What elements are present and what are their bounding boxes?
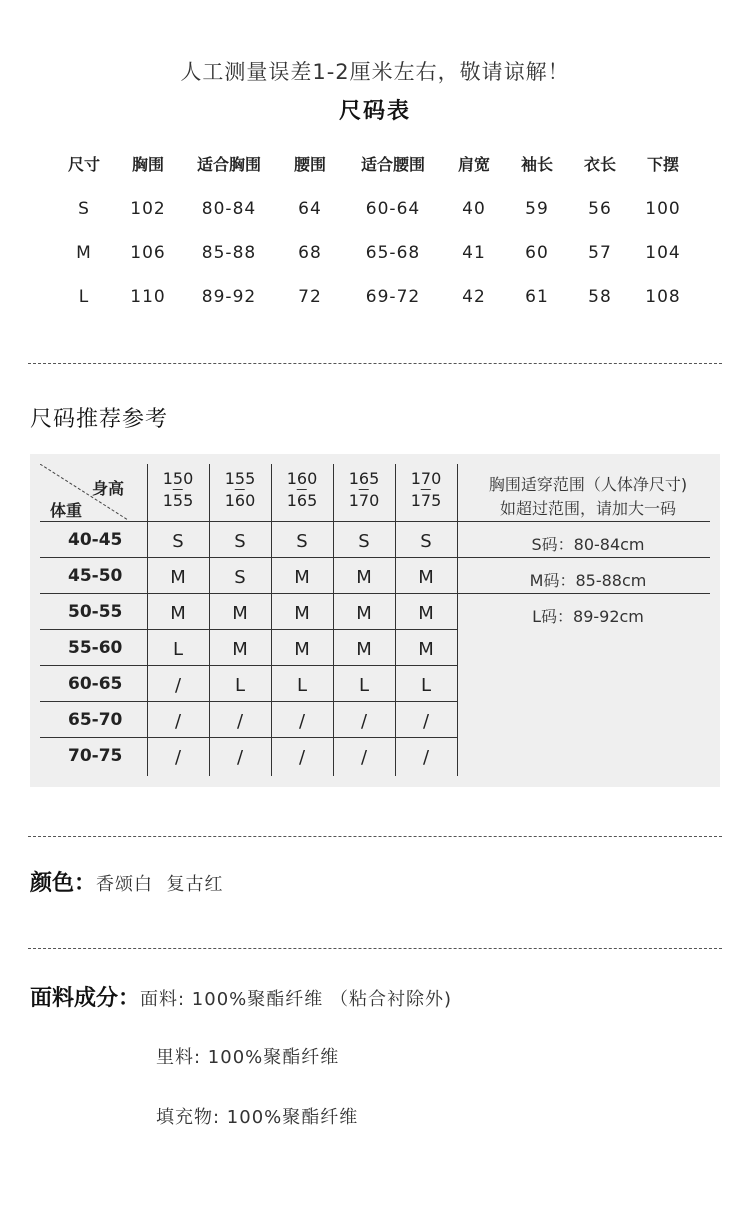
size-cell: 42 bbox=[462, 287, 486, 307]
grid-cell: L bbox=[234, 675, 246, 696]
color-row bbox=[30, 866, 223, 897]
corner-weight-label: 体重 bbox=[50, 501, 83, 520]
size-table-title: 尺码表 bbox=[338, 99, 411, 124]
grid-cell: M bbox=[356, 639, 372, 660]
grid-line bbox=[40, 593, 710, 594]
grid-cell: M bbox=[418, 639, 434, 660]
fabric-line: 填充物: 100%聚酯纤维 bbox=[156, 1107, 359, 1128]
grid-cell: S bbox=[296, 531, 308, 552]
grid-cell: L bbox=[296, 675, 308, 696]
size-cell: S bbox=[78, 199, 90, 219]
height-to: 165 bbox=[286, 491, 318, 510]
size-cell: 69-72 bbox=[365, 287, 421, 307]
size-header: 适合腰围 bbox=[360, 155, 426, 174]
grid-cell: M bbox=[356, 567, 372, 588]
grid-line bbox=[147, 464, 148, 776]
grid-line bbox=[40, 629, 457, 630]
grid-line bbox=[40, 701, 457, 702]
size-header: 胸围 bbox=[131, 155, 165, 174]
grid-cell: M bbox=[232, 639, 248, 660]
divider bbox=[28, 948, 722, 949]
grid-cell: / bbox=[360, 747, 368, 768]
grid-cell: S bbox=[172, 531, 184, 552]
grid-cell: M bbox=[294, 639, 310, 660]
height-header bbox=[163, 466, 194, 514]
divider bbox=[28, 363, 722, 364]
range-header-line2: 如超过范围，请加大一码 bbox=[499, 499, 677, 518]
range-header-line1: 胸围适穿范围（人体净尺寸) bbox=[488, 475, 688, 494]
height-to: 170 bbox=[348, 491, 380, 510]
size-cell: 57 bbox=[588, 243, 612, 263]
grid-line bbox=[395, 464, 396, 776]
weight-label: 65-70 bbox=[68, 710, 123, 730]
grid-line bbox=[457, 464, 458, 776]
grid-cell: / bbox=[236, 711, 244, 732]
size-cell: L bbox=[78, 287, 90, 307]
weight-label: 55-60 bbox=[68, 638, 123, 658]
fabric-line: 面料: 100%聚酯纤维 （粘合衬除外) bbox=[140, 989, 453, 1010]
height-header bbox=[287, 466, 318, 514]
height-to: 160 bbox=[224, 491, 256, 510]
height-from: 160 bbox=[286, 469, 318, 488]
weight-label: 70-75 bbox=[68, 746, 123, 766]
size-cell: 72 bbox=[298, 287, 322, 307]
grid-cell: / bbox=[298, 747, 306, 768]
size-header: 肩宽 bbox=[457, 155, 491, 174]
grid-cell: M bbox=[418, 603, 434, 624]
grid-cell: / bbox=[174, 711, 182, 732]
size-cell: 108 bbox=[645, 287, 681, 307]
size-header: 适合胸围 bbox=[196, 155, 262, 174]
size-cell: 59 bbox=[525, 199, 549, 219]
grid-cell: S bbox=[420, 531, 432, 552]
grid-cell: M bbox=[170, 603, 186, 624]
grid-line bbox=[40, 521, 710, 522]
size-header: 下摆 bbox=[646, 155, 680, 174]
weight-label: 60-65 bbox=[68, 674, 123, 694]
grid-cell: L bbox=[358, 675, 370, 696]
size-cell: 102 bbox=[130, 199, 166, 219]
color-label: 颜色： bbox=[30, 871, 97, 896]
grid-cell: S bbox=[234, 567, 246, 588]
grid-cell: S bbox=[358, 531, 370, 552]
size-cell: 61 bbox=[525, 287, 549, 307]
size-cell: 56 bbox=[588, 199, 612, 219]
grid-line bbox=[333, 464, 334, 776]
size-cell: 110 bbox=[130, 287, 166, 307]
size-header: 衣长 bbox=[583, 155, 617, 174]
height-from: 150 bbox=[162, 469, 194, 488]
grid-cell: / bbox=[360, 711, 368, 732]
grid-cell: / bbox=[174, 675, 182, 696]
size-cell: 65-68 bbox=[365, 243, 421, 263]
size-header: 尺寸 bbox=[67, 155, 101, 174]
weight-label: 50-55 bbox=[68, 602, 123, 622]
height-to: 155 bbox=[162, 491, 194, 510]
size-cell: 89-92 bbox=[201, 287, 257, 307]
grid-line bbox=[271, 464, 272, 776]
fabric-line: 里料: 100%聚酯纤维 bbox=[156, 1047, 340, 1068]
size-cell: 64 bbox=[298, 199, 322, 219]
grid-cell: / bbox=[422, 711, 430, 732]
fabric-label: 面料成分： bbox=[30, 986, 141, 1011]
height-from: 155 bbox=[224, 469, 256, 488]
recommend-table bbox=[30, 454, 720, 787]
grid-cell: M bbox=[294, 567, 310, 588]
grid-cell: M bbox=[418, 567, 434, 588]
size-header: 袖长 bbox=[520, 155, 554, 174]
divider bbox=[28, 836, 722, 837]
grid-cell: M bbox=[294, 603, 310, 624]
grid-cell: L bbox=[420, 675, 432, 696]
size-cell: 60-64 bbox=[365, 199, 421, 219]
size-cell: 60 bbox=[525, 243, 549, 263]
size-cell: 104 bbox=[645, 243, 681, 263]
size-header: 腰围 bbox=[293, 155, 327, 174]
height-header bbox=[411, 466, 442, 514]
corner-height-label: 身高 bbox=[92, 479, 125, 498]
height-from: 165 bbox=[348, 469, 380, 488]
grid-cell: / bbox=[236, 747, 244, 768]
measurement-notice: 人工测量误差1-2厘米左右，敬请谅解！ bbox=[180, 60, 570, 84]
grid-cell: S bbox=[234, 531, 246, 552]
grid-line bbox=[209, 464, 210, 776]
color-value: 香颂白 复古红 bbox=[96, 874, 224, 895]
height-to: 175 bbox=[410, 491, 442, 510]
weight-label: 45-50 bbox=[68, 566, 123, 586]
grid-cell: M bbox=[232, 603, 248, 624]
size-cell: 100 bbox=[645, 199, 681, 219]
height-header bbox=[349, 466, 380, 514]
grid-cell: / bbox=[422, 747, 430, 768]
range-note: S码：80-84cm bbox=[531, 535, 645, 554]
size-cell: 85-88 bbox=[201, 243, 257, 263]
grid-line bbox=[40, 665, 457, 666]
size-cell: 58 bbox=[588, 287, 612, 307]
grid-cell: M bbox=[356, 603, 372, 624]
range-note: M码：85-88cm bbox=[529, 571, 647, 590]
height-header bbox=[225, 466, 256, 514]
height-from: 170 bbox=[410, 469, 442, 488]
weight-label: 40-45 bbox=[68, 530, 123, 550]
size-cell: 80-84 bbox=[201, 199, 257, 219]
recommend-title: 尺码推荐参考 bbox=[30, 407, 169, 432]
size-cell: M bbox=[76, 243, 92, 263]
grid-cell: L bbox=[172, 639, 184, 660]
grid-cell: / bbox=[298, 711, 306, 732]
size-cell: 40 bbox=[462, 199, 486, 219]
grid-cell: / bbox=[174, 747, 182, 768]
size-cell: 68 bbox=[298, 243, 322, 263]
size-cell: 41 bbox=[462, 243, 486, 263]
fabric-row bbox=[30, 981, 452, 1012]
grid-line bbox=[40, 737, 457, 738]
grid-line bbox=[40, 557, 710, 558]
grid-cell: M bbox=[170, 567, 186, 588]
range-note: L码：89-92cm bbox=[532, 607, 644, 626]
size-cell: 106 bbox=[130, 243, 166, 263]
